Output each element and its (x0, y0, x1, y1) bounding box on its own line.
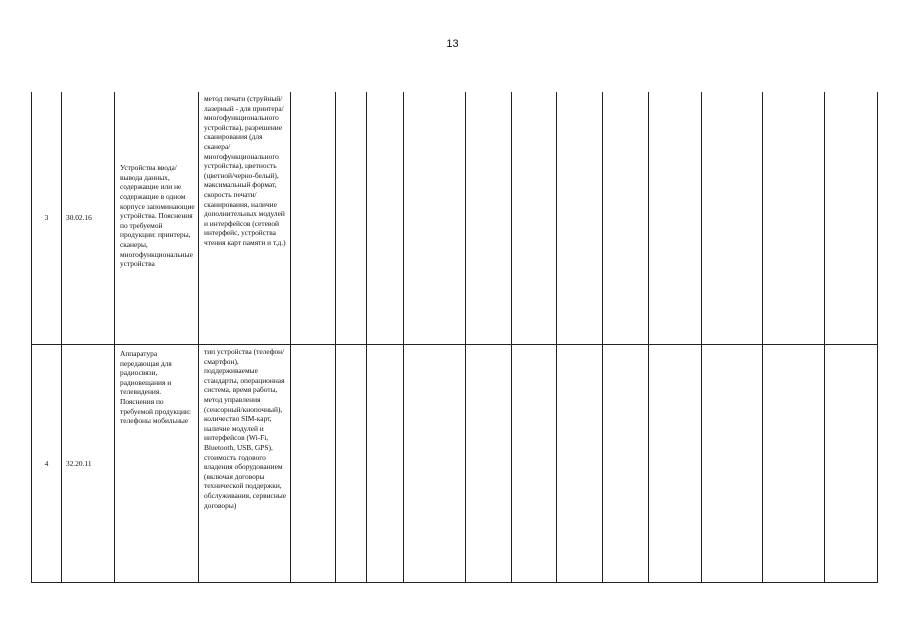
empty-cell (404, 92, 466, 345)
row-number: 3 (32, 92, 62, 345)
empty-cell (512, 92, 557, 345)
characteristics-cell (199, 92, 291, 345)
okpd-code: 30.02.16 (62, 92, 115, 345)
product-name-cell (115, 92, 199, 345)
empty-cell (336, 92, 367, 345)
row-number: 4 (32, 345, 62, 583)
empty-cell (367, 92, 404, 345)
empty-cell (702, 345, 763, 583)
page-number: 13 (446, 38, 459, 50)
empty-cell (404, 345, 466, 583)
okpd-code: 32.20.11 (62, 345, 115, 583)
empty-cell (763, 345, 825, 583)
empty-cell (291, 92, 336, 345)
empty-cell (466, 92, 512, 345)
empty-cell (649, 345, 702, 583)
characteristics: метод печати (струйный/лазерный - для принтера/многофункционального устройства), разрешение сканирования (для сканера/многофункционального устройства), цветность (цветной/черно-белый), максимальный формат, скорость печати/сканирования, наличие дополнительных модулей и интерфейсов (сетевой интерфейс, устройства чтения карт памяти и т.д.) (204, 94, 286, 247)
product-name: Аппаратура передающая для радиосвязи, радиовещания и телевидения. Пояснения по требуемой продукции: телефоны мобильные (120, 349, 191, 426)
empty-cell (649, 92, 702, 345)
catalog-table (31, 92, 878, 583)
empty-cell (466, 345, 512, 583)
table-row (32, 345, 878, 583)
empty-cell (336, 345, 367, 583)
empty-cell (825, 345, 878, 583)
empty-cell (557, 92, 603, 345)
product-name: Устройства ввода/вывода данных, содержащие или не содержащие в одном корпусе запоминающие устройства. Пояснения по требуемой продукции: принтеры, сканеры, многофункциональные устройства (120, 163, 195, 269)
empty-cell (702, 92, 763, 345)
empty-cell (603, 345, 649, 583)
empty-cell (763, 92, 825, 345)
empty-cell (291, 345, 336, 583)
empty-cell (603, 92, 649, 345)
empty-cell (825, 92, 878, 345)
empty-cell (367, 345, 404, 583)
empty-cell (512, 345, 557, 583)
product-name-cell (115, 345, 199, 583)
empty-cell (557, 345, 603, 583)
characteristics: тип устройства (телефон/смартфон), поддерживаемые стандарты, операционная система, время работы, метод управления (сенсорный/кнопочный), количество SIM-карт, наличие модулей и интерфейсов (Wi-Fi, Bluetooth, USB, GPS), стоимость годового владения оборудованием (включая договоры технической поддержки, обслуживания, сервисные договоры) (204, 347, 287, 510)
table-row (32, 92, 878, 345)
characteristics-cell (199, 345, 291, 583)
